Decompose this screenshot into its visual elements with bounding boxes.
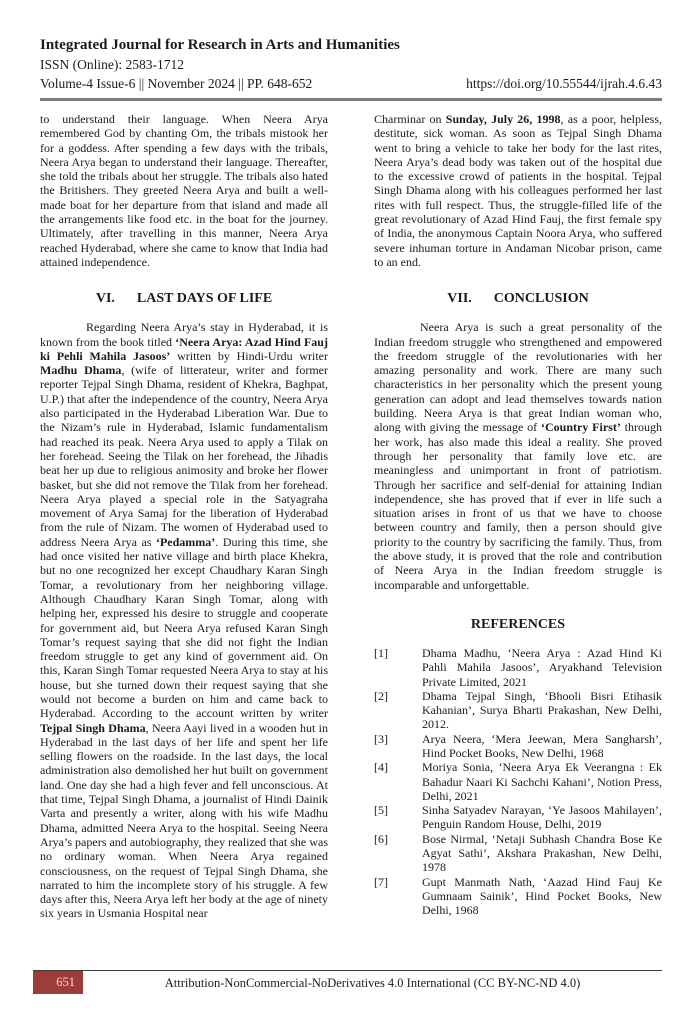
right-column	[374, 112, 662, 970]
journal-title: Integrated Journal for Research in Arts and Humanities	[40, 37, 400, 53]
page-number-badge: 651	[33, 971, 83, 994]
body-paragraph: to understand their language. When Neera Arya remembered God by chanting Om, the tribals mistook her for a goddess. After spending a few days with the tribals, Neera Arya began to understand their language. Thereafter, she told the tribals about her struggle. The tribals also hated the Britishers. They greeted Neera Arya and built a well-made boat for her departure from that island and made all the arrangements like food etc. in the boat for the journey. Ultimately, after travelling in this manner, Neera Arya reached Hyderabad, where she came to know that India had attained independence.	[40, 112, 328, 269]
reference-label: [7]	[374, 874, 388, 889]
page-footer	[33, 970, 662, 994]
reference-text: Sinha Satyadev Narayan, ‘Ye Jasoos Mahilayen’, Penguin Random House, Delhi, 2019	[422, 803, 662, 832]
body-paragraph: Regarding Neera Arya’s stay in Hyderabad, it is known from the book titled ‘Neera Arya: Azad Hind Fauj ki Pehli Mahila Jasoos’ written by Hindi-Urdu writer Madhu Dhama, (wife of litterateur, writer and former reporter Tejpal Singh Dhama, resident of Khekra, Baghpat, U.P.) that after the independence of the country, Neera Arya also participated in the Hyderabad Liberation War. Due to the Nizam’s rule in Hyderabad, Islamic fundamentalism had reached its peak. Neera Arya used to apply a Tilak on her forehead. Seeing the Tilak on her forehead, the Jihadis beat her up due to religious animosity and broke her flower basket, but she did not remove the Tilak from her forehead. Neera Arya played a special role in the Satyagraha movement of Arya Samaj for the liberation of Hyderabad from the rule of Nizam. The women of Hyderabad used to address Neera Arya as ‘Pedamma’. During this time, she had once visited her native village and birth place Khekra, but no one recognized her except Chaudhary Karan Singh Tomar, a revolutionary from her neighboring village. Although Chaudhary Karan Singh Tomar, along with helping her, expressed his desire to struggle and cooperate for government aid, but Neera Arya refused Karan Singh Tomar’s request saying that she did not fight the Indian freedom struggle to get any kind of government aid. On this, Karan Singh Tomar requested Neera Arya to stay at his house, but she turned down their request saying that she would not become a burden on him and came back to Hyderabad. According to the account written by writer Tejpal Singh Dhama, Neera Aayi lived in a wooden hut in Hyderabad in the last days of her life and spent her life selling flowers on the roadside. In the last days, the local administration also demolished her hut built on government land. One day she had a high fever and fell unconscious. At that time, Tejpal Singh Dhama, a journalist of Hindi Dainik Varta and presently a writer, along with his wife Madhu Dhama, admitted Neera Arya to the hospital. Seeing Neera Arya’s papers and autobiography, they realized that she was no ordinary woman. When Neera Arya regained consciousness, on the request of Tejpal Singh Dhama, she narrated to him the incomplete story of his struggle. A few days after this, Neera Arya left her body at the age of ninety six years in Usmania Hospital near	[40, 320, 329, 921]
reference-item	[374, 832, 662, 875]
reference-label: [6]	[374, 831, 388, 846]
body-paragraph: Neera Arya is such a great personality of the Indian freedom struggle who strengthened and empowered the freedom struggle of the revolutionaries with her amazing personality and work. There are many such characteristics in her personality which the present young generation can adopt and lead themselves towards nation building. Neera Arya is that great Indian woman who, along with giving the message of ‘Country First’ through her work, has also made this ideal a reality. She proved through her personality that family love etc. are meaningless and unimportant in front of patriotism. Through her sacrifice and self-denial for attaining Indian independence, she has proved that if ever in life such a situation arises in front of us that we have to choose between country and family, then a person should give priority to the country by sacrificing the family. Thus, from the above study, it is proved that the role and contribution of Neera Arya in the Indian freedom struggle is incomparable and unforgettable.	[374, 320, 662, 592]
license-text: Attribution-NonCommercial-NoDerivatives 4.0 International (CC BY-NC-ND 4.0)	[164, 976, 581, 990]
volume-issue-line: Volume-4 Issue-6 || November 2024 || PP. 648-652	[40, 75, 313, 91]
reference-item	[374, 732, 662, 761]
two-column-body	[40, 112, 662, 970]
section-number: VI.	[95, 291, 115, 307]
section-title: CONCLUSION	[493, 291, 589, 307]
reference-text: Bose Nirmal, ‘Netaji Subhash Chandra Bose Ke Agyat Sathi’, Akshara Prakashan, New Delhi, 1978	[422, 831, 662, 875]
references-heading: REFERENCES	[470, 616, 566, 632]
journal-header	[40, 36, 662, 101]
section-heading-vii	[374, 290, 662, 307]
reference-text: Moriya Sonia, ‘Neera Arya Ek Veerangna : Ek Bahadur Naari Ki Sachchi Kahani’, Notion Press, Delhi, 2021	[422, 760, 662, 803]
section-number: VII.	[447, 291, 472, 307]
reference-item	[374, 760, 662, 803]
left-column	[40, 112, 328, 970]
body-paragraph: Charminar on Sunday, July 26, 1998, as a poor, helpless, destitute, sick woman. As soon as Tejpal Singh Dhama went to bring a vehicle to take her body for the last rites, Neera Arya’s dead body was taken out of the hospital due to the excessive crowd of patients in the hospital. Tejpal Singh Dhama along with his colleagues performed her last rites with full respect. Thus, the struggle-filled life of the great revolutionary of Azad Hind Fauj, the first female spy of India, the anonymous Captain Noora Arya, who suffered severe inhuman torture in Andaman Nicobar prison, came to an end.	[374, 112, 662, 269]
reference-label: [5]	[374, 803, 388, 818]
reference-text: Dhama Madhu, ‘Neera Arya : Azad Hind Ki Pahli Mahila Jasoos’, Aryakhand Television Private Limited, 2021	[422, 645, 662, 689]
reference-item	[374, 803, 662, 832]
reference-label: [4]	[374, 760, 388, 775]
reference-label: [1]	[374, 645, 388, 660]
references-list	[374, 646, 662, 918]
reference-label: [2]	[374, 688, 388, 703]
reference-text: Gupt Manmath Nath, ‘Aazad Hind Fauj Ke Gumnaam Sainik’, Hind Pocket Books, New Delhi, 1968	[422, 874, 662, 918]
reference-item	[374, 646, 662, 689]
reference-label: [3]	[374, 731, 388, 746]
issn-line: ISSN (Online): 2583-1712	[40, 57, 184, 72]
header-divider	[40, 98, 662, 101]
section-title: LAST DAYS OF LIFE	[136, 291, 273, 307]
reference-text: Arya Neera, ‘Mera Jeewan, Mera Sangharsh’, Hind Pocket Books, New Delhi, 1968	[422, 731, 662, 760]
doi-link[interactable]: https://doi.org/10.55544/ijrah.4.6.43	[466, 75, 662, 91]
reference-item	[374, 689, 662, 732]
reference-item	[374, 875, 662, 918]
reference-text: Dhama Tejpal Singh, ‘Bhooli Bisri Etihasik Kahanian’, Surya Bharti Prakashan, New Delhi, 2012.	[422, 688, 662, 732]
section-heading-vi	[40, 290, 328, 307]
